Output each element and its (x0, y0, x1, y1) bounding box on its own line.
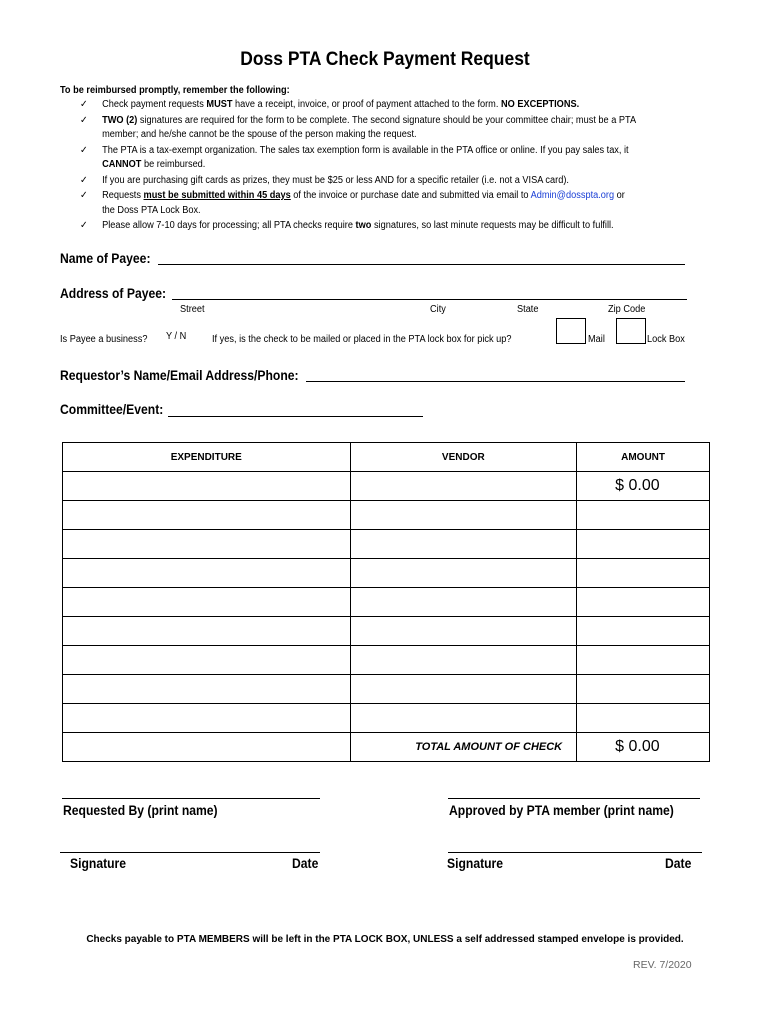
rule-gift-cards: ✓ If you are purchasing gift cards as prizes, they must be $25 or less AND for a specific retailer (i.e. not a VISA card). (80, 174, 737, 189)
checkmark-icon: ✓ (80, 144, 88, 156)
amount-cell[interactable]: $ 0.00 (577, 472, 710, 501)
approved-by-line[interactable] (448, 798, 700, 799)
vendor-cell[interactable] (350, 704, 577, 733)
rule-signatures: ✓ TWO (2) signatures are required for the form to be complete. The second signature should be your committee chair; must be a PTA member; and he/she cannot be the spouse of the person making the request. (80, 114, 637, 140)
expenditure-cell[interactable] (63, 559, 351, 588)
amount-cell[interactable] (577, 559, 710, 588)
city-label: City (430, 304, 446, 315)
rule-receipt: ✓ Check payment requests MUST have a receipt, invoice, or proof of payment attached to the form. NO EXCEPTIONS. (80, 98, 737, 113)
approved-by-label: Approved by PTA member (print name) (449, 803, 674, 818)
table-row (63, 617, 710, 646)
mail-label: Mail (588, 334, 605, 345)
expenditure-cell[interactable] (63, 588, 351, 617)
street-label: Street (180, 304, 205, 315)
mail-checkbox[interactable] (556, 318, 586, 344)
payee-address-field[interactable] (172, 299, 687, 300)
rules-list (80, 98, 720, 235)
total-spacer-cell (63, 733, 351, 762)
yes-no-option[interactable]: Y / N (166, 331, 187, 342)
requested-by-line[interactable] (62, 798, 320, 799)
checkmark-icon: ✓ (80, 99, 88, 110)
expenditure-cell[interactable] (63, 704, 351, 733)
vendor-cell[interactable] (350, 675, 577, 704)
table-total-row (63, 733, 710, 762)
checkmark-icon: ✓ (80, 190, 88, 201)
approver-signature-label: Signature (447, 856, 504, 871)
total-label: TOTAL AMOUNT OF CHECK (350, 733, 577, 762)
checkmark-icon: ✓ (80, 220, 88, 231)
committee-label: Committee/Event: (60, 402, 164, 417)
zip-label: Zip Code (608, 304, 646, 315)
expenditure-cell[interactable] (63, 617, 351, 646)
rule-tax-exempt: ✓ The PTA is a tax-exempt organization. The sales tax exemption form is available in the PTA office or online. If you pay sales tax, it CANNOT be reimbursed. (80, 144, 629, 170)
amount-cell[interactable] (577, 704, 710, 733)
business-question: Is Payee a business? (60, 334, 148, 345)
state-label: State (517, 304, 539, 315)
vendor-cell[interactable] (350, 588, 577, 617)
table-row (63, 646, 710, 675)
table-row (63, 472, 710, 501)
header-vendor: VENDOR (350, 443, 577, 472)
expenditure-table (62, 442, 710, 762)
amount-cell[interactable] (577, 530, 710, 559)
mail-question: If yes, is the check to be mailed or placed in the PTA lock box for pick up? (212, 334, 512, 345)
committee-field[interactable] (168, 416, 423, 417)
requester-signature-line[interactable] (60, 852, 320, 853)
rule-deadline: ✓ Requests must be submitted within 45 days of the invoice or purchase date and submitted via email to Admin@dosspta.org or the Doss PTA Lock Box. (80, 190, 625, 216)
intro-text: To be reimbursed promptly, remember the following: (60, 85, 290, 96)
revision-label: REV. 7/2020 (633, 959, 692, 971)
vendor-cell[interactable] (350, 472, 577, 501)
amount-cell[interactable] (577, 588, 710, 617)
amount-cell[interactable] (577, 675, 710, 704)
table-row (63, 588, 710, 617)
payee-name-field[interactable] (158, 264, 685, 265)
table-row (63, 530, 710, 559)
table-row (63, 675, 710, 704)
vendor-cell[interactable] (350, 501, 577, 530)
expenditure-cell[interactable] (63, 646, 351, 675)
lockbox-label: Lock Box (647, 334, 685, 345)
requester-signature-label: Signature (70, 856, 127, 871)
requestor-field[interactable] (306, 381, 685, 382)
amount-cell[interactable] (577, 501, 710, 530)
table-row (63, 704, 710, 733)
expenditure-cell[interactable] (63, 530, 351, 559)
expenditure-cell[interactable] (63, 472, 351, 501)
requester-date-label: Date (292, 856, 319, 871)
table-row (63, 501, 710, 530)
total-amount: $ 0.00 (577, 733, 710, 762)
rule-processing: ✓ Please allow 7-10 days for processing; all PTA checks require two signatures, so last minute requests may be difficult to fulfill. (80, 219, 737, 234)
expenditure-cell[interactable] (63, 675, 351, 704)
amount-cell[interactable] (577, 617, 710, 646)
approver-date-label: Date (665, 856, 692, 871)
table-row (63, 559, 710, 588)
checkmark-icon: ✓ (80, 174, 88, 186)
expenditure-cell[interactable] (63, 501, 351, 530)
amount-cell[interactable] (577, 646, 710, 675)
payee-name-label: Name of Payee: (60, 251, 151, 266)
vendor-cell[interactable] (350, 559, 577, 588)
email-link[interactable]: Admin@dosspta.org (530, 190, 615, 201)
vendor-cell[interactable] (350, 646, 577, 675)
lockbox-checkbox[interactable] (616, 318, 646, 344)
requestor-label: Requestor’s Name/Email Address/Phone: (60, 368, 299, 383)
table-header-row (63, 443, 710, 472)
vendor-cell[interactable] (350, 617, 577, 646)
requested-by-label: Requested By (print name) (63, 803, 218, 818)
footer-note: Checks payable to PTA MEMBERS will be left in the PTA LOCK BOX, UNLESS a self addressed stamped envelope is provided. (86, 934, 684, 945)
checkmark-icon: ✓ (80, 114, 88, 126)
page-title: Doss PTA Check Payment Request (240, 49, 530, 70)
vendor-cell[interactable] (350, 530, 577, 559)
header-expenditure: EXPENDITURE (63, 443, 351, 472)
approver-signature-line[interactable] (448, 852, 702, 853)
payee-address-label: Address of Payee: (60, 286, 167, 301)
header-amount: AMOUNT (577, 443, 710, 472)
